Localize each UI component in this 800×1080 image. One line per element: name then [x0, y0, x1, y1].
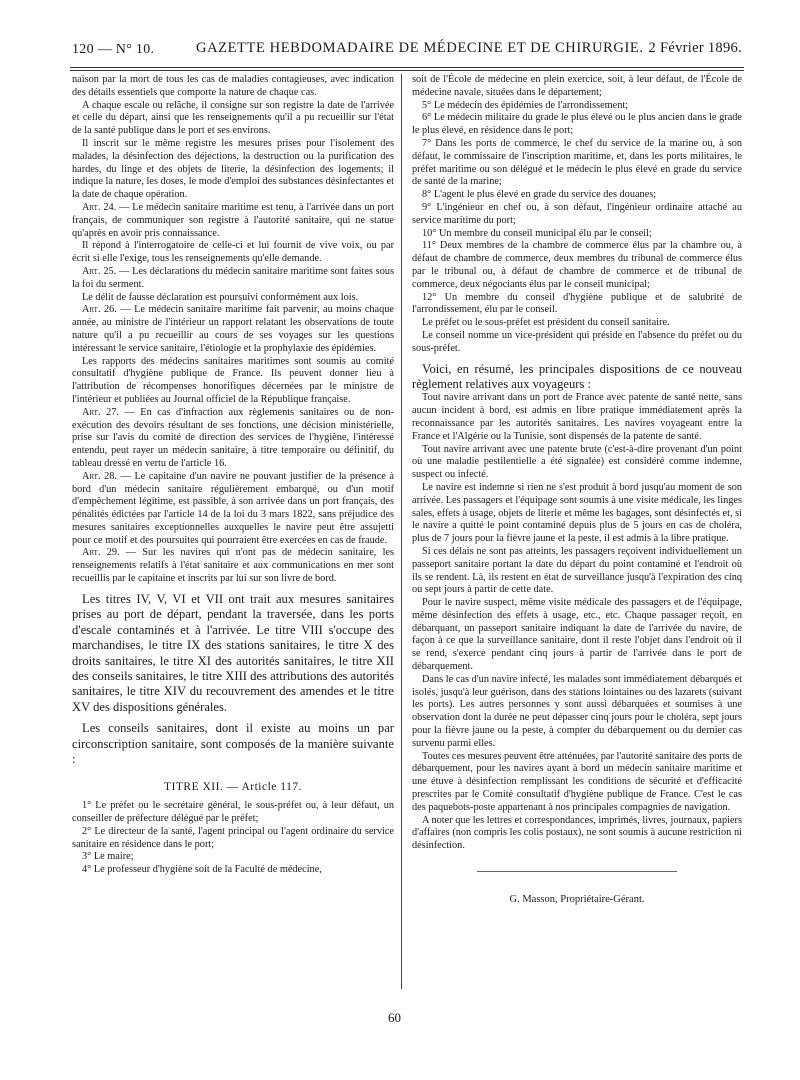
- article-paragraph: [72, 547, 394, 585]
- body-paragraph: Il inscrit sur le même registre les mesures prises pour l'isolement des malades, la désinfection des déjections, la destruction ou la purification des hardes, du linge et des objets de literie, la désinfection des logements; il indique la nature, les doses, le mode d'emploi des substances désinfectantes et la date de chaque opération.: [72, 137, 394, 201]
- body-paragraph: Le navire est indemne si rien ne s'est produit à bord jusqu'au moment de son arrivée. Les passagers et l'équipage sont soumis à une visite médicale, les linges sales, effets à usage, objets de literie et même les bagages, sont désinfectés et, si le navire a quitté le point contaminé depuis plus de 5 jours en cas de choléra, plus de 7 jours pour la fièvre jaune et la peste, il est admis à la libre pratique.: [412, 481, 742, 545]
- body-paragraph: 8° L'agent le plus élevé en grade du service des douanes;: [422, 189, 657, 201]
- body-paragraph: 11° Deux membres de la chambre de commerce élus par la chambre ou, à défaut de chambre de commerce, deux membres du tribunal de commerce élus par le tribunal ou, à défaut de chambre de commerce et de tribunal de commerce, deux négociants élus par le conseil municipal;: [412, 240, 742, 290]
- article-text: — Le médecin sanitaire maritime fait parvenir, au moins chaque année, au ministre de l'intérieur un rapport relatant les observations de toute nature qu'il a pu recueillir au cours de ses voyages sur les questions intéressant le service sanitaire, l'étiologie et la prophylaxie des épidémies.: [72, 304, 394, 354]
- issue-date: 2 Février 1896.: [648, 40, 742, 56]
- body-paragraph: 2° Le directeur de la santé, l'agent principal ou l'agent ordinaire du service sanitaire en résidence dans le port;: [72, 825, 394, 850]
- body-paragraph: 1° Le préfet ou le secrétaire général, le sous-préfet ou, à leur défaut, un conseiller de préfecture délégué par le préfet;: [72, 800, 394, 824]
- editorial-paragraph: Voici, en résumé, les principales dispositions de ce nouveau règlement relatives aux voyageurs :: [412, 361, 742, 391]
- article-label: Art. 28.: [82, 470, 117, 482]
- article-label: Art. 25.: [82, 265, 117, 277]
- body-paragraph: Tout navire arrivant avec une patente brute (c'est-à-dire provenant d'un point où une maladie pestilentielle a été signalée) est considéré comme indemne, suspect ou infecté.: [412, 443, 742, 481]
- body-paragraph: 12° Un membre du conseil d'hygiène publique et de salubrité de l'arrondissement, élu par le conseil.: [412, 291, 742, 316]
- right-column: [412, 74, 742, 907]
- body-paragraph: A chaque escale ou relâche, il consigne sur son registre la date de l'arrivée et celle du départ, ainsi que les renseignements qu'il a pu recueillir sur l'état de la santé publique dans le port et ses environs.: [72, 99, 394, 137]
- body-paragraph: naison par la mort de tous les cas de maladies contagieuses, avec indication des détails essentiels que comporte la nature de chaque cas.: [72, 74, 394, 98]
- column-divider: [401, 74, 402, 989]
- editorial-paragraph: Les titres IV, V, VI et VII ont trait aux mesures sanitaires prises au port de départ, pendant la traversée, dans les ports d'escale contaminés et à l'arrivée. Le titre VIII s'occupe des marchandises, le titre IX des stations sanitaires, le titre X des droits sanitaires, le titre XI des autorités sanitaires, le titre XII des conseils sanitaires, le titre XIII des attributions des autorités sanitaires, le titre XIV du recouvrement des amendes et le titre XV des dispositions générales.: [72, 591, 394, 714]
- body-paragraph: Le conseil nomme un vice-président qui préside en l'absence du préfet ou du sous-préfet.: [412, 329, 742, 354]
- section-title: TITRE XII. — Article 117.: [164, 781, 302, 794]
- folio-number: 60: [388, 1010, 401, 1025]
- article-label: Art. 24.: [82, 201, 117, 213]
- journal-title: GAZETTE HEBDOMADAIRE DE MÉDECINE ET DE CHIRURGIE.: [196, 40, 644, 56]
- body-paragraph: Dans le cas d'un navire infecté, les malades sont immédiatement débarqués et isolés, jusqu'à leur guérison, dans des stations lointaines ou des lazarets (suivant les ports). Les autres personnes y sont aussi débarquées et soumises à une observation dont la durée ne peut dépasser cinq jours pour le choléra, sept jours pour la fièvre jaune ou la peste, à compter du débarquement ou du dernier cas survenu parmi elles.: [412, 673, 742, 749]
- signature-rule: [477, 871, 677, 872]
- article-text: — Sur les navires qui n'ont pas de médecin sanitaire, les renseignements relatifs à l'état sanitaire et aux communications en mer sont recueillis par le capitaine et inscrits par lui sur son livre de bord.: [72, 547, 395, 585]
- article-paragraph: [72, 304, 394, 355]
- article-text: — En cas d'infraction aux règlements sanitaires ou de non-exécution des devoirs résultant de ses fonctions, une décision ministérielle, prise sur l'avis du comité de direction des services de l'hygiène, l'intéressé entendu, peut rayer un médecin sanitaire, à titre temporaire ou définitif, du tableau dressé en vertu de l'article 16.: [72, 406, 394, 469]
- article-paragraph: [72, 266, 394, 292]
- header-rule: [70, 67, 744, 68]
- editorial-paragraph: Les conseils sanitaires, dont il existe au moins un par circonscription sanitaire, sont composés de la manière suivante :: [72, 721, 394, 766]
- body-paragraph: 6° Le médecin militaire du grade le plus élevé ou le plus ancien dans le grade le plus élevé, en résidence dans le port;: [412, 112, 742, 137]
- article-text: — Le capitaine d'un navire ne pouvant justifier de la présence à bord d'un médecin sanitaire régulièrement embarqué, ou d'un motif d'empêchement légitime, est passible, à son arrivée dans un port français, des pénalités édictées par l'article 14 de la loi du 3 mars 1822, sans préjudice des mesures sanitaires exceptionnelles auxquelles le navire peut être assujetti pour ce motif et des poursuites qui pourraient être exercées en cas de fraude.: [72, 470, 395, 546]
- body-paragraph: Pour le navire suspect, même visite médicale des passagers et de l'équipage, même désinfection des effets à usage, etc., etc. Chaque passager reçoit, en débarquant, un passeport sanitaire indiquant la date de l'arrivée du navire, de façon à ce que la surveillance sanitaire, dont il reste l'objet dans l'endroit où il se rend, s'exerce pendant cinq jours à partir de l'arrivée dans le port de débarquement.: [412, 597, 742, 673]
- publisher-signature: G. Masson, Propriétaire-Gérant.: [509, 894, 645, 906]
- body-paragraph: Le délit de fausse déclaration est poursuivi conformément aux lois.: [82, 291, 359, 303]
- article-text: — Le médecin sanitaire maritime est tenu, à l'arrivée dans un port français, de communiquer son registre à l'autorité sanitaire, qui ne statue qu'après en avoir pris connaissance.: [72, 201, 394, 239]
- article-label: Art. 29.: [82, 547, 120, 559]
- body-paragraph: Si ces délais ne sont pas atteints, les passagers reçoivent individuellement un passeport sanitaire portant la date du départ du point contaminé et l'endroit où ils se rendent. Là, ils restent en état de surveillance jusqu'à l'expiration des cinq ou sept jours à partir de cette date.: [412, 545, 742, 596]
- article-text: — Les déclarations du médecin sanitaire maritime sont faites sous la foi du serment.: [72, 265, 394, 290]
- running-header: [72, 36, 742, 66]
- article-paragraph: [72, 202, 394, 240]
- body-paragraph: 5° Le médecin des épidémies de l'arrondissement;: [422, 99, 629, 111]
- body-paragraph: Tout navire arrivant dans un port de France avec patente de santé nette, sans aucun incident à bord, est admis en libre pratique immédiatement après la reconnaissance par les autorités sanitaires. Les navires voyageant entre la France et l'Algérie ou la Tunisie, sont dispensés de la patente de santé.: [412, 392, 742, 442]
- body-paragraph: 10° Un membre du conseil municipal élu par le conseil;: [422, 227, 652, 239]
- article-paragraph: [72, 407, 394, 471]
- body-paragraph: Les rapports des médecins sanitaires maritimes sont soumis au comité consultatif d'hygiène publique de France. Ils peuvent donner lieu à l'attribution de récompenses honorifiques décernées par le ministre de l'intérieur et publiées au Journal officiel de la République française.: [72, 355, 394, 405]
- body-paragraph: Il répond à l'interrogatoire de celle-ci et lui fournit de vive voix, ou par écrit si elle l'exige, tous les renseignements qu'elle demande.: [72, 240, 394, 265]
- body-paragraph: 9° L'ingénieur en chef ou, à son défaut, l'ingénieur ordinaire attaché au service maritime du port;: [412, 201, 742, 226]
- left-column: [72, 74, 394, 877]
- body-paragraph: A noter que les lettres et correspondances, imprimés, livres, journaux, papiers d'affaires (non compris les colis postaux), ne sont soumis à aucune restriction ni désinfection.: [412, 814, 742, 852]
- body-paragraph: 4° Le professeur d'hygiène soit de la Faculté de médecine,: [82, 864, 322, 876]
- body-paragraph: 3° Le maire;: [82, 851, 134, 863]
- header-rule-double: [70, 70, 744, 71]
- body-paragraph: Le préfet ou le sous-préfet est président du conseil sanitaire.: [422, 317, 670, 329]
- body-paragraph: 7° Dans les ports de commerce, le chef du service de la marine ou, à son défaut, le commissaire de l'inscription maritime, et, dans les ports militaires, le préfet maritime ou son délégué et le médecin le plus élevé en grade du service de santé de la marine;: [412, 137, 742, 188]
- body-paragraph: soit de l'École de médecine en plein exercice, soit, à leur défaut, de l'École de médecine navale, situées dans le département;: [412, 74, 742, 98]
- body-paragraph: Toutes ces mesures peuvent être atténuées, par l'autorité sanitaire des ports de débarquement, pour les navires ayant à bord un médecin sanitaire maritime et une étuve à désinfection remplissant les conditions de sécurité et d'efficacité prescrites par le Comité consultatif d'hygiène publique de France. C'est le cas des paquebots-poste appartenant à nos principales compagnies de navigation.: [412, 750, 742, 813]
- page-number: 120 — N° 10.: [72, 42, 155, 57]
- article-label: Art. 27.: [82, 406, 119, 418]
- article-label: Art. 26.: [82, 304, 117, 316]
- article-paragraph: [72, 471, 394, 548]
